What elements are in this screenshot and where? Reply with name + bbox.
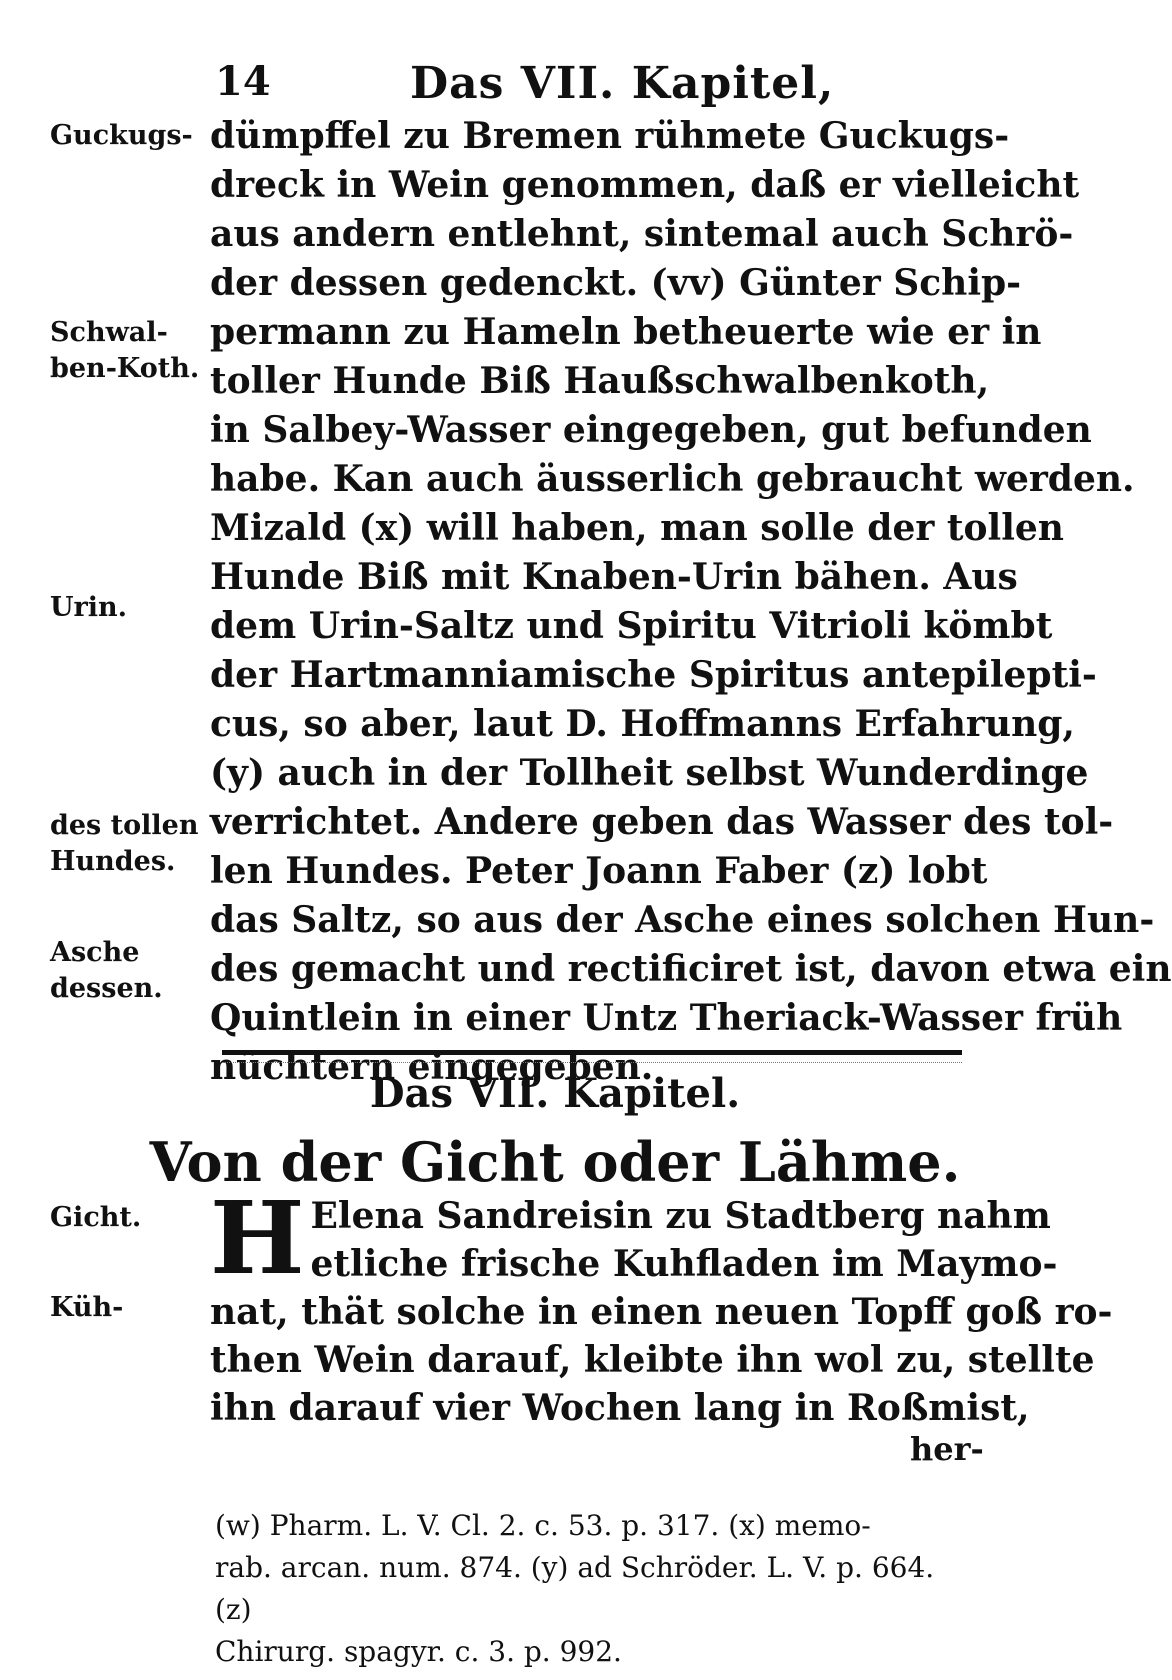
text-line: then Wein darauf, kleibte ihn wol zu, stellte (210, 1339, 1095, 1381)
footnote-line: Chirurg. spagyr. c. 3. p. 992. (215, 1635, 622, 1668)
text-line: cus, so aber, laut D. Hoffmanns Erfahrung, (210, 703, 1075, 745)
text-line: aus andern entlehnt, sintemal auch Schrö- (210, 213, 1074, 255)
text-line: dreck in Wein genommen, daß er vielleicht (210, 164, 1080, 206)
running-title: Das VII. Kapitel, (410, 58, 835, 109)
page-number: 14 (215, 58, 271, 105)
text-line: Quintlein in einer Untz Theriack-Wasser früh (210, 997, 1123, 1039)
body-text-section-1 (210, 112, 1172, 1092)
margin-note-asche-dessen: Asche dessen. (50, 937, 163, 1004)
text-line: Hunde Biß mit Knaben-Urin bähen. Aus (210, 556, 1018, 598)
text-line: der dessen gedenckt. (vv) Günter Schip- (210, 262, 1022, 304)
text-line: etliche frische Kuhfladen im Maymo- (310, 1243, 1058, 1285)
text-line: das Saltz, so aus der Asche eines solchen Hun- (210, 899, 1155, 941)
margin-note-des-tollen-hundes: des tollen Hundes. (50, 810, 199, 877)
section-divider-dotted (222, 1062, 962, 1063)
margin-note-gicht: Gicht. (50, 1202, 142, 1233)
text-line: habe. Kan auch äusserlich gebraucht werden. (210, 458, 1135, 500)
text-line: des gemacht und rectificiret ist, davon etwa ein (210, 948, 1172, 990)
margin-note-guckugs: Guckugs- (50, 120, 193, 151)
margin-note-kuh: Küh- (50, 1292, 124, 1323)
text-line: nat, thät solche in einen neuen Topff goß ro- (210, 1291, 1113, 1333)
text-line: len Hundes. Peter Joann Faber (z) lobt (210, 850, 988, 892)
text-line: Elena Sandreisin zu Stadtberg nahm (310, 1195, 1051, 1237)
text-line: dümpffel zu Bremen rühmete Guckugs- (210, 115, 1010, 157)
margin-note-urin: Urin. (50, 592, 128, 623)
text-line: verrichtet. Andere geben das Wasser des tol- (210, 801, 1114, 843)
text-line: permann zu Hameln betheuerte wie er in (210, 311, 1042, 353)
footnote-line: (w) Pharm. L. V. Cl. 2. c. 53. p. 317. (x) memo- (215, 1509, 871, 1542)
drop-capital: H (210, 1179, 305, 1297)
text-line: Mizald (x) will haben, man solle der tollen (210, 507, 1064, 549)
chapter-title: Von der Gicht oder Lähme. (149, 1130, 961, 1194)
margin-note-schwalbenkoth: Schwal- ben-Koth. (50, 317, 200, 384)
text-line: nüchtern eingegeben. (210, 1046, 654, 1088)
text-line: toller Hunde Biß Haußschwalbenkoth, (210, 360, 990, 402)
text-line: (y) auch in der Tollheit selbst Wunderdinge (210, 752, 1089, 794)
text-line: der Hartmanniamische Spiritus antepilepti- (210, 654, 1097, 696)
text-line: dem Urin-Saltz und Spiritu Vitrioli kömbt (210, 605, 1053, 647)
text-line: in Salbey-Wasser eingegeben, gut befunden (210, 409, 1092, 451)
footnotes (215, 1505, 975, 1673)
catchword: her- (910, 1430, 984, 1468)
chapter-label: Das VII. Kapitel. (369, 1070, 741, 1117)
body-text-section-2 (210, 1179, 1113, 1432)
section-divider-rule (222, 1050, 962, 1055)
text-line: ihn darauf vier Wochen lang in Roßmist, (210, 1387, 1030, 1429)
footnote-line: rab. arcan. num. 874. (y) ad Schröder. L. V. p. 664. (z) (215, 1551, 935, 1626)
page-header (205, 52, 965, 112)
